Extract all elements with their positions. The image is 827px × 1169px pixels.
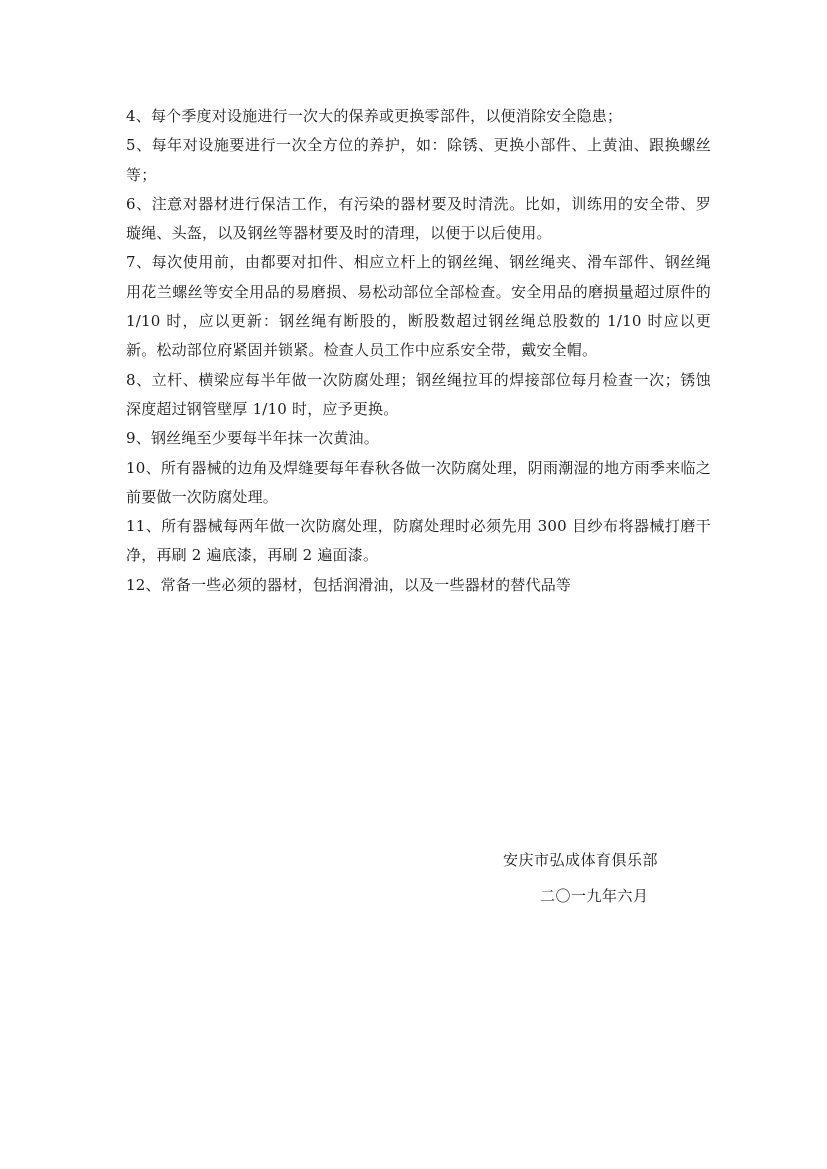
- paragraph-item-4: 4、每个季度对设施进行一次大的保养或更换零部件，以便消除安全隐患；: [126, 107, 623, 125]
- paragraph-item-8: 8、立杆、横梁应每半年做一次防腐处理；钢丝绳拉耳的焊接部位每月检查一次；锈蚀深度超过钢管壁厚 1/10 时，应予更换。: [126, 370, 711, 418]
- paragraph-item-9: 9、钢丝绳至少要每半年抹一次黄油。: [126, 429, 379, 448]
- paragraph-item-12: 12、常备一些必须的器材，包括润滑油，以及一些器材的替代品等: [126, 575, 572, 594]
- signature-date: 二〇一九年六月: [540, 887, 649, 905]
- document-body: [126, 102, 711, 600]
- paragraph-item-11: 11、所有器械每两年做一次防腐处理，防腐处理时必须先用 300 目纱布将器械打磨干净，再刷 2 遍底漆，再刷 2 遍面漆。: [126, 517, 711, 565]
- paragraph-item-10: 10、所有器械的边角及焊缝要每年春秋各做一次防腐处理，阴雨潮湿的地方雨季来临之前要做一次防腐处理。: [126, 458, 711, 506]
- signature-block: [0, 846, 827, 926]
- paragraph-item-7: 7、每次使用前，由都要对扣件、相应立杆上的钢丝绳、钢丝绳夹、滑车部件、钢丝绳用花兰螺丝等安全用品的易磨损、易松动部位全部检查。安全用品的磨损量超过原件的 1/10 时，应以更新：钢丝绳有断股的，断股数超过钢丝绳总股数的 1/10 时应以更新。松动部位府紧固并锁紧。检查人员工作中应系安全带，戴安全帽。: [126, 253, 711, 360]
- signature-organization: 安庆市弘成体育俱乐部: [503, 851, 659, 869]
- paragraph-item-6: 6、注意对器材进行保洁工作，有污染的器材要及时清洗。比如，训练用的安全带、罗璇绳、头盔，以及钢丝等器材要及时的清理，以便于以后使用。: [126, 194, 711, 243]
- paragraph-item-5: 5、每年对设施要进行一次全方位的养护，如：除锈、更换小部件、上黄油、跟换螺丝等；: [126, 136, 711, 184]
